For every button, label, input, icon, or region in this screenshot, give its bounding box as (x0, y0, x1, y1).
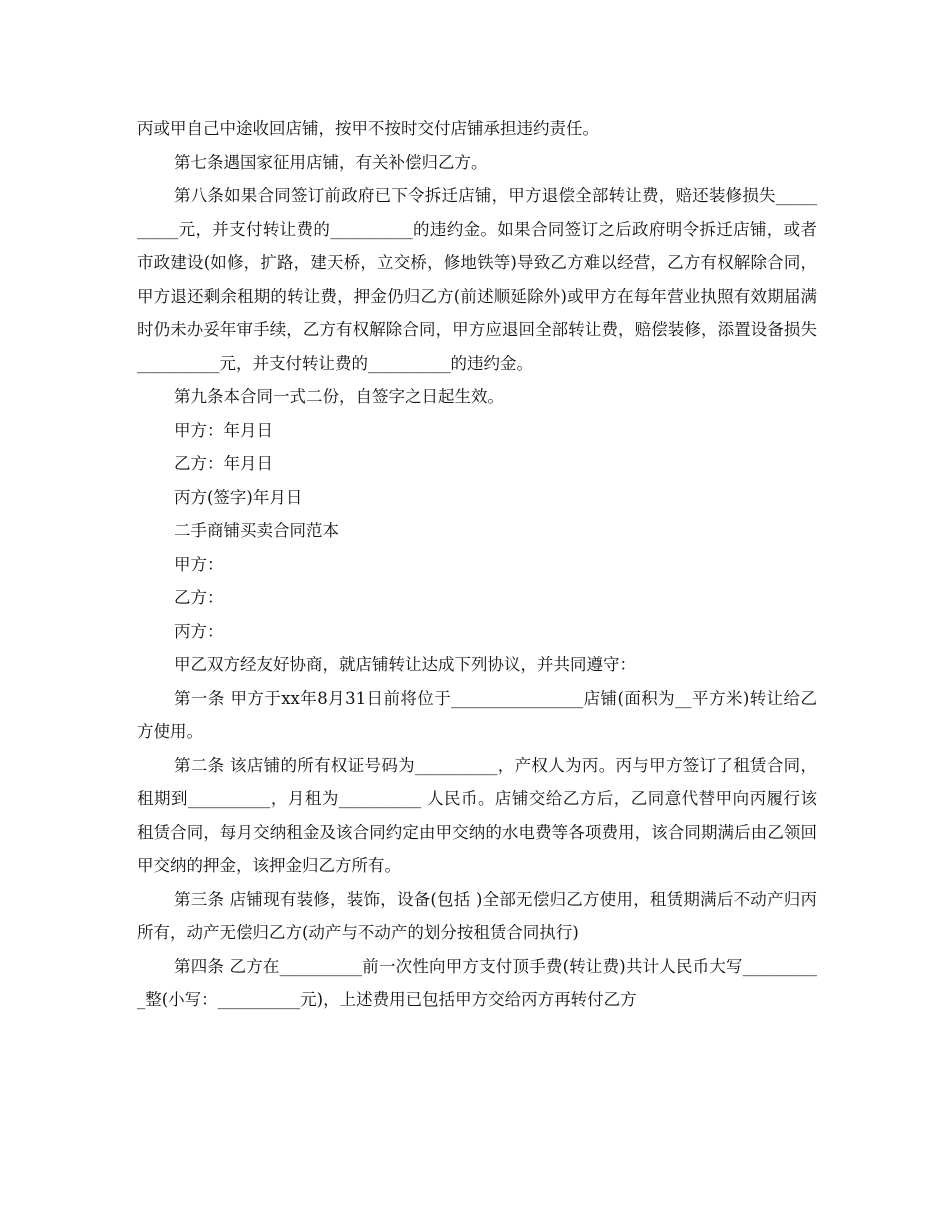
paragraph-article-9: 第九条本合同一式二份，自签字之日起生效。 (174, 387, 504, 406)
paragraph-article-7: 第七条遇国家征用店铺，有关补偿归乙方。 (174, 152, 488, 172)
paragraph-preamble: 甲乙双方经友好协商，就店铺转让达成下列协议，并共同遵守： (174, 655, 636, 674)
party-c-label: 丙方： (174, 621, 224, 641)
paragraph-article-2: 第二条 该店铺的所有权证号码为__________，产权人为丙。丙与甲方签订了租赁合同，租期到__________，月租为__________ 人民币。店铺交给乙方后，乙同意代替甲向丙履行该租赁合同，每月交纳租金及该合同约定由甲交纳的水电费等各项费用，该合同期满后由乙领回甲交纳的押金，该押金归乙方所有。 (137, 755, 817, 875)
paragraph-article-3: 第三条 店铺现有装修，装饰，设备(包括 )全部无偿归乙方使用，租赁期满后不动产归丙所有，动产无偿归乙方(动产与不动产的划分按租赁合同执行) (137, 889, 817, 942)
contract-title: 二手商铺买卖合同范本 (174, 521, 339, 540)
party-b-label: 乙方： (174, 588, 224, 607)
signature-party-a: 甲方：年月日 (174, 420, 273, 440)
paragraph-article-4: 第四条 乙方在__________前一次性向甲方支付顶手费(转让费)共计人民币大写__________整(小写：__________元)，上述费用已包括甲方交给丙方再转付乙方 (137, 956, 817, 1009)
paragraph-article-8: 第八条如果合同签订前政府已下令拆迁店铺，甲方退偿全部转让费，赔还装修损失__________元，并支付转让费的__________的违约金。如果合同签订之后政府明令拆迁店铺，或者市政建设(如修，扩路，建天桥，立交桥，修地铁等)导致乙方难以经营，乙方有权解除合同，甲方退还剩余租期的转让费，押金仍归乙方(前述顺延除外)或甲方在每年营业执照有效期届满时仍未办妥年审手续，乙方有权解除合同，甲方应退回全部转让费，赔偿装修，添置设备损失__________元，并支付转让费的__________的违约金。 (137, 186, 817, 373)
paragraph-continuation: 丙或甲自己中途收回店铺，按甲不按时交付店铺承担违约责任。 (137, 119, 599, 138)
signature-party-c: 丙方(签字)年月日 (174, 487, 303, 507)
paragraph-article-1: 第一条 甲方于xx年8月31日前将位于________________店铺(面积为__平方米)转让给乙方使用。 (137, 688, 817, 741)
party-a-label: 甲方： (174, 554, 224, 574)
signature-party-b: 乙方：年月日 (174, 454, 273, 473)
document-body (137, 112, 817, 1017)
